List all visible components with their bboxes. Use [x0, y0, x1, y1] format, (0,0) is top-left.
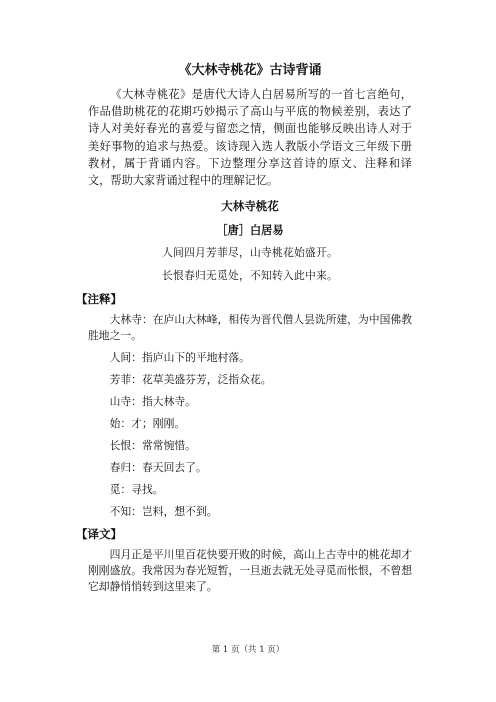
note-item: 始：才；刚刚。	[109, 417, 186, 431]
translation-paragraph: 四月正是平川里百花快要开败的时候，高山上古寺中的桃花却才刚刚盛放。我常因为春光短暂，一旦逝去就无处寻觅而怅恨，不曾想它却静悄悄转到这里来了。	[88, 548, 412, 594]
intro-paragraph: 《大林寺桃花》是唐代大诗人白居易所写的一首七言绝句，作品借助桃花的花期巧妙揭示了高山与平底的物候差别，表达了诗人对美好春光的喜爱与留恋之情，侧面也能够反映出诗人对于美好事物的追求与热爱。该诗现入选人教版小学语文三年级下册教材，属于背诵内容。下边整理分享这首诗的原文、注释和译文，帮助大家背诵过程中的理解记忆。	[88, 88, 412, 188]
note-item: 不知：岂料，想不到。	[109, 505, 218, 519]
document-title: 《大林寺桃花》古诗背诵	[178, 63, 322, 78]
page-number-footer: 第 1 页（共 1 页）	[211, 645, 285, 655]
poem-title: 大林寺桃花	[221, 199, 279, 214]
poem-line: 长恨春归无觅处，不知转入此中来。	[162, 269, 338, 283]
document-page	[76, 62, 412, 595]
poem-line: 人间四月芳菲尽，山寺桃花始盛开。	[162, 246, 338, 260]
note-item: 春归：春天回去了。	[109, 461, 207, 475]
poem-author: ［唐］白居易	[216, 223, 284, 238]
note-item: 大林寺：在庐山大林峰，相传为晋代僧人昙诜所建，为中国佛教胜地之一。	[88, 313, 412, 343]
translation-heading: 【译文】	[76, 527, 122, 542]
note-item: 人间：指庐山下的平地村落。	[109, 351, 250, 365]
notes-heading: 【注释】	[76, 292, 122, 307]
note-item: 芳菲：花草美盛芬芳，泛指众花。	[109, 373, 272, 387]
note-item: 山寺：指大林寺。	[109, 395, 196, 409]
note-item: 长恨：常常惋惜。	[109, 439, 196, 453]
note-item: 觅：寻找。	[109, 483, 164, 497]
